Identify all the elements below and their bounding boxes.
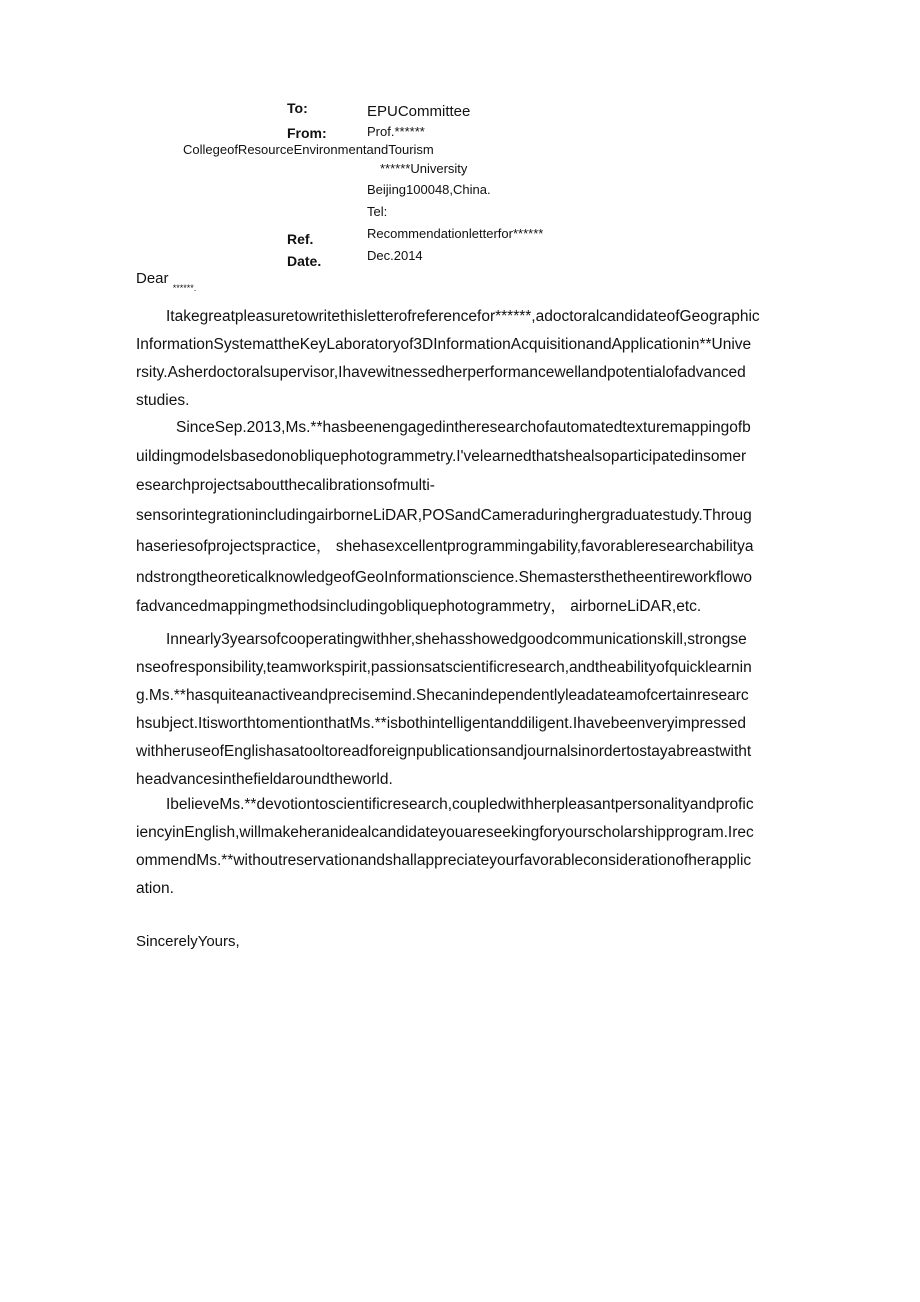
salutation-name: ******.	[172, 283, 197, 293]
date-value: Dec.2014	[367, 248, 423, 263]
paragraph-line: Itakegreatpleasuretowritethisletterofreferencefor******,adoctoralcandidateofGeographic	[166, 308, 760, 325]
paragraph-line: SinceSep.2013,Ms.**hasbeenengagedintheresearchofautomatedtexturemappingofb	[176, 419, 751, 436]
paragraph-line: withheruseofEnglishasatooltoreadforeignpublicationsandjournalsinordertostayabreastwitht	[136, 743, 752, 760]
address-line: Beijing100048,China.	[367, 182, 491, 197]
paragraph-line: headvancesinthefieldaroundtheworld.	[136, 771, 393, 788]
paragraph-line: ommendMs.**withoutreservationandshallappreciateyourfavorableconsiderationofherapplic	[136, 852, 752, 869]
paragraph-line: esearchprojectsaboutthecalibrationsofmulti-	[136, 477, 435, 494]
paragraph-line: haseriesofprojectspractice， shehasexcellentprogrammingability,favorableresearchabilitya	[136, 538, 754, 555]
to-label: To:	[287, 100, 308, 116]
from-label: From:	[287, 125, 327, 141]
paragraph-line: ation.	[136, 880, 174, 897]
paragraph-1	[136, 303, 796, 415]
paragraph-line: uildingmodelsbasedonobliquephotogrammetry.I'velearnedthatshealsoparticipatedinsomer	[136, 448, 747, 465]
college-line: CollegeofResourceEnvironmentandTourism	[183, 142, 434, 157]
salutation	[136, 270, 197, 293]
salutation-dear: Dear	[136, 270, 169, 287]
paragraph-line: InformationSystemattheKeyLaboratoryof3DInformationAcquisitionandApplicationin**Unive	[136, 336, 752, 353]
paragraph-line: studies.	[136, 392, 190, 409]
paragraph-line: sensorintegrationincludingairborneLiDAR,POSandCameraduringhergraduatestudy.Throug	[136, 507, 752, 524]
paragraph-line: ndstrongtheoreticalknowledgeofGeoInformationscience.Shemastersthetheentireworkflowo	[136, 569, 753, 586]
ref-label: Ref.	[287, 231, 314, 247]
paragraph-line: IbelieveMs.**devotiontoscientificresearch,coupledwithherpleasantpersonalityandprofic	[166, 796, 754, 813]
to-value: EPUCommittee	[367, 103, 471, 120]
paragraph-4	[136, 791, 796, 903]
tel-line: Tel:	[367, 204, 388, 219]
paragraph-line: Innearly3yearsofcooperatingwithher,shehasshowedgoodcommunicationskill,strongse	[166, 631, 747, 648]
closing: SincerelyYours,	[136, 933, 240, 950]
university-line: ******University	[380, 161, 468, 176]
paragraph-line: hsubject.ItisworthtomentionthatMs.**isbothintelligentanddiligent.Ihavebeenveryimpressed	[136, 715, 747, 732]
paragraph-line: nseofresponsibility,teamworkspirit,passionsatscientificresearch,andtheabilityofquicklearnin	[136, 659, 752, 676]
from-value: Prof.******	[367, 124, 425, 139]
ref-value: Recommendationletterfor******	[367, 226, 544, 241]
paragraph-line: rsity.Asherdoctoralsupervisor,Ihavewitnessedherperformancewellandpotentialofadvanced	[136, 364, 746, 381]
paragraph-2	[136, 414, 796, 621]
paragraph-3	[136, 626, 796, 794]
paragraph-line: iencyinEnglish,willmakeheranidealcandidateyouareseekingforyourscholarshipprogram.Irec	[136, 824, 754, 841]
paragraph-line: g.Ms.**hasquiteanactiveandprecisemind.Shecanindependentlyleadateamofcertainresearc	[136, 687, 749, 704]
paragraph-line: fadvancedmappingmethodsincludingobliquephotogrammetry， airborneLiDAR,etc.	[136, 598, 702, 615]
date-label: Date.	[287, 253, 322, 269]
